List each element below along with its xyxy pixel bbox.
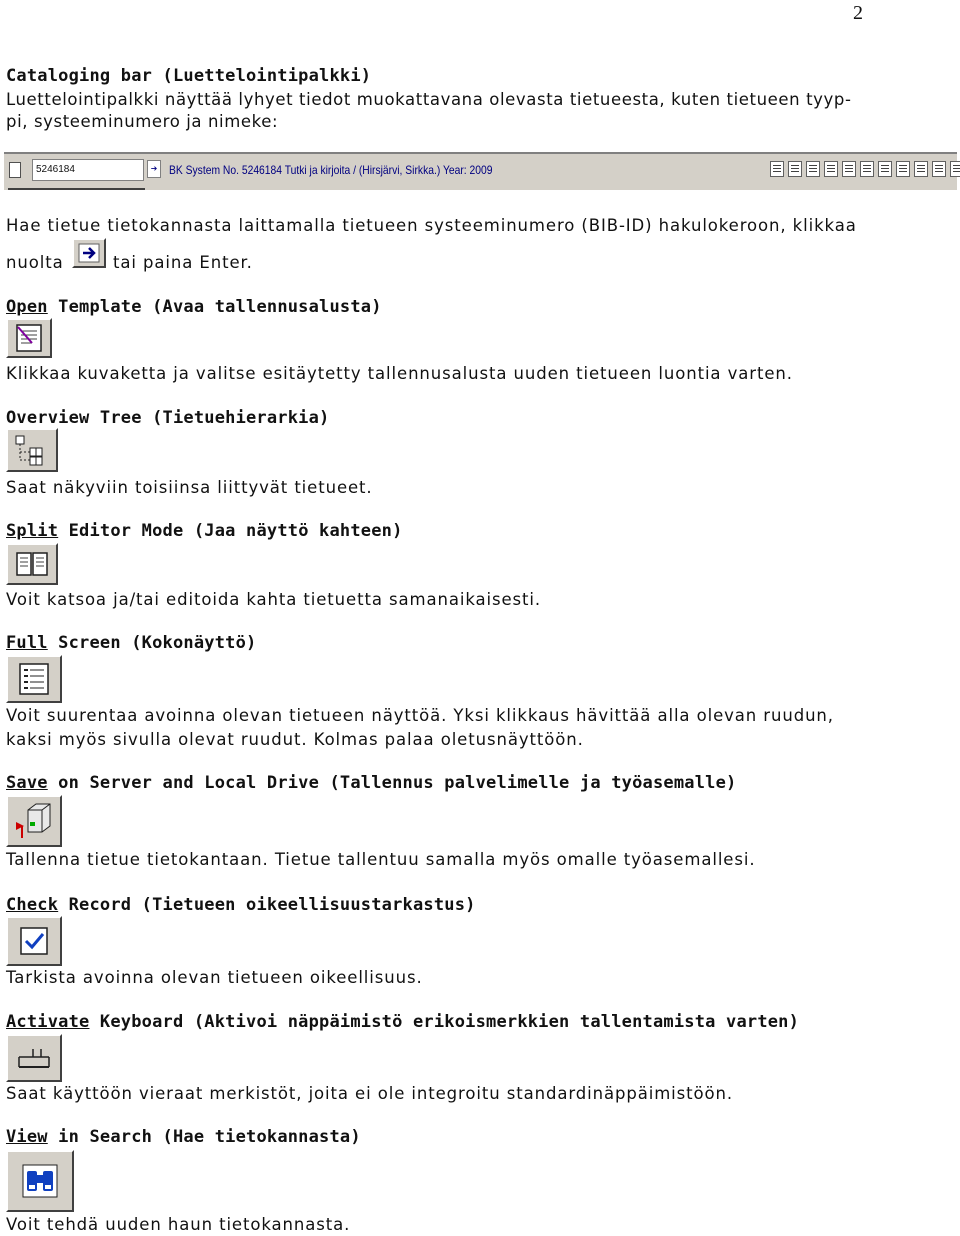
tree-icon[interactable] <box>6 428 58 472</box>
save-text: Tallenna tietue tietokantaan. Tietue tallentuu samalla myös omalle työasemallesi. <box>6 850 756 869</box>
tool-icon[interactable] <box>950 161 960 177</box>
full-screen-text-1: Voit suurentaa avoinna olevan tietueen näyttöä. Yksi klikkaus hävittää alla olevan ruudun, <box>6 706 834 725</box>
search-text-1: Hae tietue tietokannasta laittamalla tietueen systeeminumero (BIB-ID) hakulokeroon, klikkaa <box>6 216 857 235</box>
tool-icon[interactable] <box>770 161 784 177</box>
search-text-pre: nuolta <box>6 253 64 272</box>
heading-save: Save on Server and Local Drive (Tallennus palvelimelle ja työasemalle) <box>6 773 737 793</box>
keyboard-icon[interactable] <box>6 1034 62 1082</box>
check-record-text: Tarkista avoinna olevan tietueen oikeellisuus. <box>6 968 423 987</box>
tool-icon[interactable] <box>788 161 802 177</box>
bib-id-field[interactable]: 5246184 <box>32 159 144 181</box>
full-screen-text-2: kaksi myös sivulla olevat ruudut. Kolmas palaa oletusnäyttöön. <box>6 730 584 749</box>
heading-view-search: View in Search (Hae tietokannasta) <box>6 1127 361 1147</box>
save-box-icon[interactable] <box>6 795 62 847</box>
heading-keyboard: Activate Keyboard (Aktivoi näppäimistö erikoismerkkien tallentamista varten) <box>6 1012 800 1032</box>
tool-icon[interactable] <box>824 161 838 177</box>
record-info: BK System No. 5246184 Tutki ja kirjoita / (Hirsjärvi, Sirkka.) Year: 2009 <box>169 163 493 177</box>
tool-icon[interactable] <box>914 161 928 177</box>
tool-icon[interactable] <box>806 161 820 177</box>
template-icon[interactable] <box>6 318 52 358</box>
fullscreen-icon[interactable] <box>6 655 62 703</box>
divider <box>8 188 145 190</box>
heading-full-screen: Full Screen (Kokonäyttö) <box>6 633 257 653</box>
heading-open-template: Open Template (Avaa tallennusalusta) <box>6 297 382 317</box>
heading-check-record: Check Record (Tietueen oikeellisuustarkastus) <box>6 895 476 915</box>
page-number: 2 <box>853 2 863 24</box>
checkmark-icon[interactable] <box>6 916 62 966</box>
split-editor-text: Voit katsoa ja/tai editoida kahta tietuetta samanaikaisesti. <box>6 590 542 609</box>
arrow-right-icon[interactable]: ➔ <box>147 160 161 178</box>
overview-tree-text: Saat näkyviin toisiinsa liittyvät tietueet. <box>6 478 373 497</box>
cataloging-bar-screenshot <box>4 152 957 190</box>
heading-split-editor: Split Editor Mode (Jaa näyttö kahteen) <box>6 521 403 541</box>
cataloging-text-1: Luettelointipalkki näyttää lyhyet tiedot muokattavana olevasta tietueesta, kuten tietueen tyyp- <box>6 90 852 109</box>
tool-icon[interactable] <box>860 161 874 177</box>
binoculars-icon[interactable] <box>6 1150 74 1212</box>
tool-icon[interactable] <box>896 161 910 177</box>
tool-icon[interactable] <box>842 161 856 177</box>
toolbar-icons <box>770 161 960 177</box>
view-search-text: Voit tehdä uuden haun tietokannasta. <box>6 1215 351 1234</box>
arrow-right-icon[interactable] <box>72 238 106 268</box>
search-text-post: tai paina Enter. <box>113 253 253 272</box>
record-icon <box>9 162 21 178</box>
keyboard-text: Saat käyttöön vieraat merkistöt, joita ei ole integroitu standardinäppäimistöön. <box>6 1084 734 1103</box>
heading-overview-tree: Overview Tree (Tietuehierarkia) <box>6 408 330 428</box>
tool-icon[interactable] <box>932 161 946 177</box>
open-template-text: Klikkaa kuvaketta ja valitse esitäytetty tallennusalusta uuden tietueen luontia varten. <box>6 364 793 383</box>
tool-icon[interactable] <box>878 161 892 177</box>
heading-cataloging: Cataloging bar (Luettelointipalkki) <box>6 66 372 86</box>
split-book-icon[interactable] <box>6 543 58 585</box>
cataloging-text-2: pi, systeeminumero ja nimeke: <box>6 112 279 131</box>
